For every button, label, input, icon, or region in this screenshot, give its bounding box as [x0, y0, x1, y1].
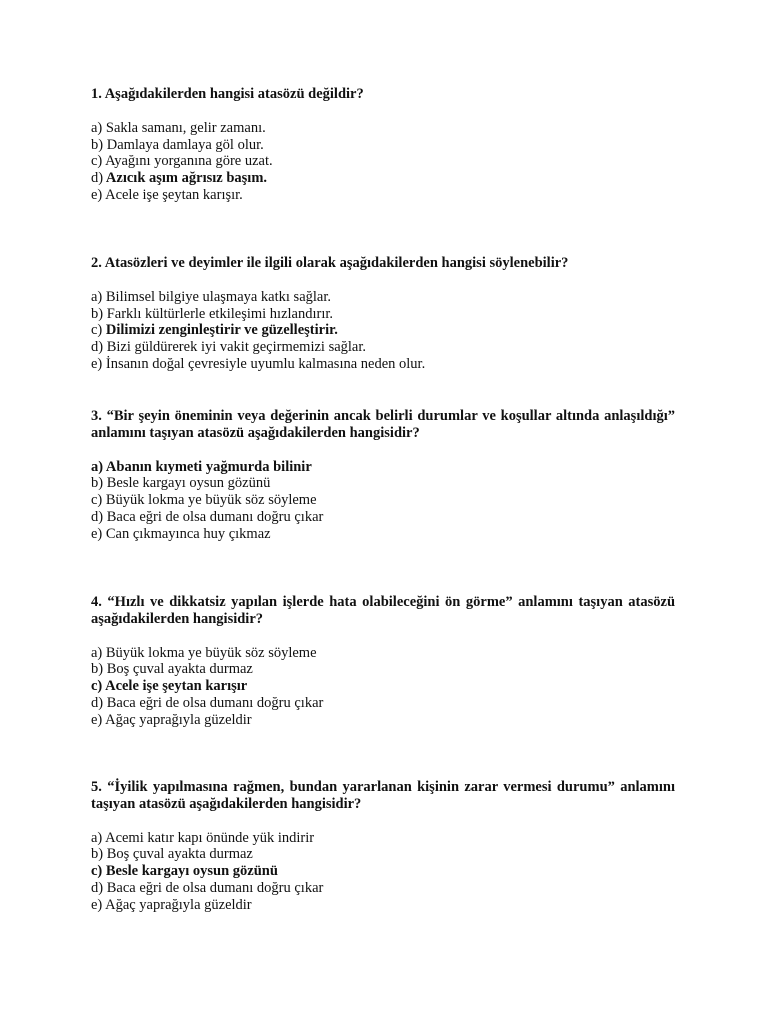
question-5: [91, 779, 675, 914]
question-4-option-d: d) Baca eğri de olsa dumanı doğru çıkar: [91, 694, 324, 711]
question-4-text: 4. “Hızlı ve dikkatsiz yapılan işlerde hata olabileceğini ön görme” anlamını taşıyan atasözü aşağıdakilerden hangisidir?: [91, 594, 676, 627]
question-5-option-d: d) Baca eğri de olsa dumanı doğru çıkar: [91, 879, 324, 896]
question-2-option-e: e) İnsanın doğal çevresiyle uyumlu kalmasına neden olur.: [91, 355, 426, 372]
question-3-option-e: e) Can çıkmayınca huy çıkmaz: [91, 525, 271, 542]
question-1-option-b: b) Damlaya damlaya göl olur.: [91, 136, 264, 153]
question-2-option-c-answer: c) Dilimizi zenginleştirir ve güzelleştirir.: [91, 322, 338, 339]
question-3-option-d: d) Baca eğri de olsa dumanı doğru çıkar: [91, 508, 324, 525]
question-4-option-a: a) Büyük lokma ye büyük söz söyleme: [91, 644, 317, 661]
question-4-option-e: e) Ağaç yaprağıyla güzeldir: [91, 711, 252, 728]
question-5-option-a: a) Acemi katır kapı önünde yük indirir: [91, 829, 315, 846]
question-1-option-e: e) Acele işe şeytan karışır.: [91, 186, 243, 203]
question-4: [91, 594, 675, 729]
question-5-option-c-answer: c) Besle kargayı oysun gözünü: [91, 863, 278, 880]
question-3-text: 3. “Bir şeyin öneminin veya değerinin ancak belirli durumlar ve koşullar altında anlaşıldığı” anlamını taşıyan atasözü aşağıdakilerden hangisidir?: [91, 408, 676, 441]
question-1-text: 1. Aşağıdakilerden hangisi atasözü değildir?: [91, 86, 364, 102]
question-3-option-a-answer: a) Abanın kıymeti yağmurda bilinir: [91, 458, 312, 475]
question-2-option-d: d) Bizi güldürerek iyi vakit geçirmemizi sağlar.: [91, 339, 367, 356]
question-3-option-b: b) Besle kargayı oysun gözünü: [91, 475, 271, 492]
question-5-option-b: b) Boş çuval ayakta durmaz: [91, 846, 253, 863]
question-1-option-d-answer: d) Azıcık aşım ağrısız başım.: [91, 170, 268, 187]
question-5-text: 5. “İyilik yapılmasına rağmen, bundan yararlanan kişinin zarar vermesi durumu” anlamını taşıyan atasözü aşağıdakilerden hangisidir?: [91, 779, 676, 812]
question-3-option-c: c) Büyük lokma ye büyük söz söyleme: [91, 492, 317, 509]
question-4-option-c-answer: c) Acele işe şeytan karışır: [91, 678, 248, 695]
question-4-option-b: b) Boş çuval ayakta durmaz: [91, 661, 253, 678]
question-2-option-a: a) Bilimsel bilgiye ulaşmaya katkı sağlar.: [91, 288, 332, 305]
question-1: [91, 86, 675, 204]
question-1-option-c: c) Ayağını yorganına göre uzat.: [91, 153, 273, 170]
question-2: [91, 255, 675, 373]
question-2-text: 2. Atasözleri ve deyimler ile ilgili olarak aşağıdakilerden hangisi söylenebilir?: [91, 255, 569, 271]
question-3: [91, 408, 675, 543]
question-5-option-e: e) Ağaç yaprağıyla güzeldir: [91, 896, 252, 913]
question-2-option-b: b) Farklı kültürlerle etkileşimi hızlandırır.: [91, 305, 334, 322]
question-1-option-a: a) Sakla samanı, gelir zamanı.: [91, 119, 266, 136]
